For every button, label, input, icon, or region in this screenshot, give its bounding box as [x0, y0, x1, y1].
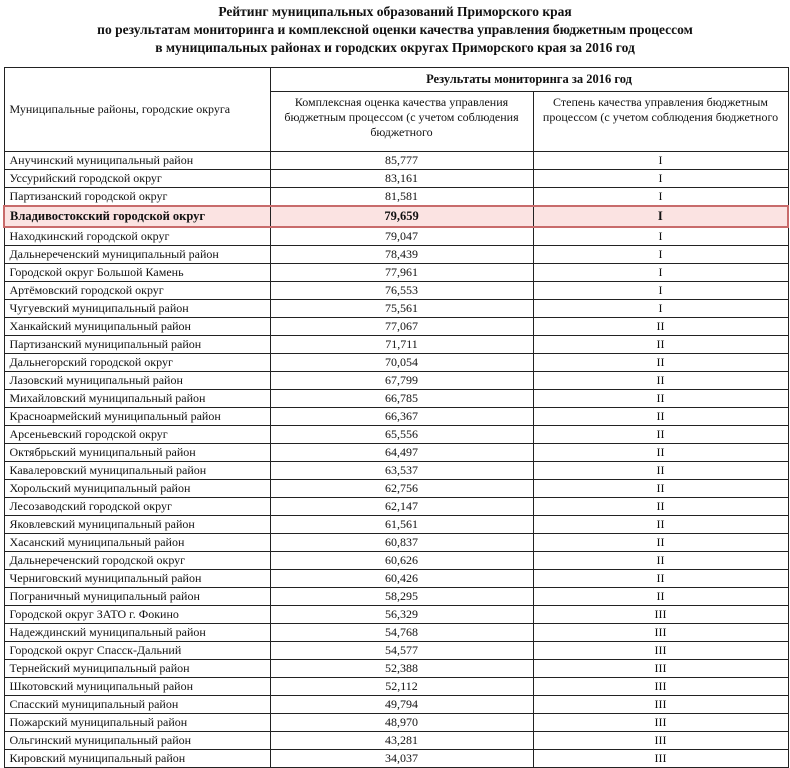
cell-degree: II — [533, 588, 788, 606]
table-row — [4, 624, 788, 642]
cell-score: 58,295 — [270, 588, 533, 606]
cell-name: Находкинский городской округ — [4, 227, 270, 246]
cell-score: 43,281 — [270, 732, 533, 750]
table-row — [4, 570, 788, 588]
cell-score: 76,553 — [270, 282, 533, 300]
column-header-degree: Степень качества управления бюджетным процессом (с учетом соблюдения бюджетного — [533, 92, 788, 152]
cell-name: Хасанский муниципальный район — [4, 534, 270, 552]
cell-score: 77,961 — [270, 264, 533, 282]
cell-name: Надеждинский муниципальный район — [4, 624, 270, 642]
cell-score: 62,147 — [270, 498, 533, 516]
cell-name: Октябрьский муниципальный район — [4, 444, 270, 462]
table-row — [4, 462, 788, 480]
cell-score: 83,161 — [270, 170, 533, 188]
table-row — [4, 678, 788, 696]
cell-name: Чугуевский муниципальный район — [4, 300, 270, 318]
cell-name: Тернейский муниципальный район — [4, 660, 270, 678]
cell-degree: I — [533, 282, 788, 300]
cell-degree: I — [533, 152, 788, 170]
cell-name: Дальнегорский городской округ — [4, 354, 270, 372]
cell-degree: III — [533, 714, 788, 732]
cell-degree: I — [533, 206, 788, 227]
cell-name: Лазовский муниципальный район — [4, 372, 270, 390]
cell-name: Арсеньевский городской округ — [4, 426, 270, 444]
table-row — [4, 390, 788, 408]
cell-degree: II — [533, 444, 788, 462]
table-row — [4, 534, 788, 552]
cell-name: Кировский муниципальный район — [4, 750, 270, 768]
cell-degree: II — [533, 480, 788, 498]
table-row — [4, 246, 788, 264]
table-row — [4, 170, 788, 188]
cell-score: 34,037 — [270, 750, 533, 768]
table-row — [4, 300, 788, 318]
cell-degree: I — [533, 188, 788, 207]
cell-score: 77,067 — [270, 318, 533, 336]
cell-name: Михайловский муниципальный район — [4, 390, 270, 408]
cell-degree: I — [533, 170, 788, 188]
cell-name: Пожарский муниципальный район — [4, 714, 270, 732]
cell-degree: II — [533, 462, 788, 480]
cell-score: 81,581 — [270, 188, 533, 207]
table-row — [4, 498, 788, 516]
cell-degree: II — [533, 390, 788, 408]
document-title — [0, 0, 790, 57]
table-row — [4, 444, 788, 462]
cell-name: Городской округ Спасск-Дальний — [4, 642, 270, 660]
results-header: Результаты мониторинга за 2016 год — [270, 68, 788, 92]
cell-name: Уссурийский городской округ — [4, 170, 270, 188]
cell-name: Партизанский городской округ — [4, 188, 270, 207]
column-header-name: Муниципальные районы, городские округа — [4, 68, 270, 152]
cell-score: 63,537 — [270, 462, 533, 480]
table-row — [4, 318, 788, 336]
table-body — [4, 152, 788, 768]
cell-score: 75,561 — [270, 300, 533, 318]
cell-name: Партизанский муниципальный район — [4, 336, 270, 354]
cell-score: 79,659 — [270, 206, 533, 227]
cell-degree: II — [533, 498, 788, 516]
cell-score: 60,837 — [270, 534, 533, 552]
cell-degree: II — [533, 534, 788, 552]
table-row — [4, 336, 788, 354]
cell-score: 54,577 — [270, 642, 533, 660]
cell-name: Пограничный муниципальный район — [4, 588, 270, 606]
cell-score: 62,756 — [270, 480, 533, 498]
cell-score: 66,785 — [270, 390, 533, 408]
cell-name: Дальнереченский городской округ — [4, 552, 270, 570]
cell-degree: I — [533, 264, 788, 282]
title-line-1: Рейтинг муниципальных образований Приморского края — [218, 4, 572, 19]
cell-degree: III — [533, 696, 788, 714]
table-row — [4, 714, 788, 732]
cell-degree: III — [533, 606, 788, 624]
rating-table — [3, 67, 789, 768]
cell-degree: II — [533, 336, 788, 354]
table-row — [4, 372, 788, 390]
cell-degree: II — [533, 426, 788, 444]
cell-score: 78,439 — [270, 246, 533, 264]
cell-degree: II — [533, 516, 788, 534]
cell-degree: III — [533, 624, 788, 642]
cell-name: Лесозаводский городской округ — [4, 498, 270, 516]
cell-score: 65,556 — [270, 426, 533, 444]
cell-degree: III — [533, 642, 788, 660]
cell-degree: I — [533, 246, 788, 264]
title-line-2: по результатам мониторинга и комплексной оценки качества управления бюджетным процессом — [97, 22, 693, 37]
cell-name: Хорольский муниципальный район — [4, 480, 270, 498]
cell-score: 56,329 — [270, 606, 533, 624]
cell-degree: III — [533, 678, 788, 696]
cell-name: Городской округ ЗАТО г. Фокино — [4, 606, 270, 624]
table-row — [4, 152, 788, 170]
table-row — [4, 227, 788, 246]
cell-score: 79,047 — [270, 227, 533, 246]
cell-score: 54,768 — [270, 624, 533, 642]
cell-score: 64,497 — [270, 444, 533, 462]
cell-score: 67,799 — [270, 372, 533, 390]
table-row — [4, 660, 788, 678]
cell-name: Анучинский муниципальный район — [4, 152, 270, 170]
cell-score: 71,711 — [270, 336, 533, 354]
table-row — [4, 552, 788, 570]
cell-score: 60,426 — [270, 570, 533, 588]
cell-score: 70,054 — [270, 354, 533, 372]
table-row — [4, 732, 788, 750]
cell-score: 66,367 — [270, 408, 533, 426]
cell-degree: II — [533, 570, 788, 588]
table-row — [4, 408, 788, 426]
table-row — [4, 264, 788, 282]
cell-name: Яковлевский муниципальный район — [4, 516, 270, 534]
cell-name: Владивостокский городской округ — [4, 206, 270, 227]
table-row — [4, 206, 788, 227]
table-row — [4, 588, 788, 606]
cell-name: Дальнереченский муниципальный район — [4, 246, 270, 264]
column-header-score: Комплексная оценка качества управления бюджетным процессом (с учетом соблюдения бюджетного — [270, 92, 533, 152]
cell-degree: I — [533, 300, 788, 318]
cell-score: 52,112 — [270, 678, 533, 696]
cell-degree: I — [533, 227, 788, 246]
cell-degree: III — [533, 660, 788, 678]
cell-degree: II — [533, 552, 788, 570]
cell-degree: III — [533, 750, 788, 768]
cell-score: 49,794 — [270, 696, 533, 714]
cell-name: Кавалеровский муниципальный район — [4, 462, 270, 480]
cell-name: Городской округ Большой Камень — [4, 264, 270, 282]
table-row — [4, 188, 788, 207]
cell-score: 60,626 — [270, 552, 533, 570]
cell-score: 85,777 — [270, 152, 533, 170]
table-row — [4, 642, 788, 660]
cell-name: Красноармейский муниципальный район — [4, 408, 270, 426]
cell-degree: III — [533, 732, 788, 750]
table-row — [4, 480, 788, 498]
cell-degree: II — [533, 354, 788, 372]
title-line-3: в муниципальных районах и городских округах Приморского края за 2016 год — [155, 40, 635, 55]
cell-score: 61,561 — [270, 516, 533, 534]
cell-score: 52,388 — [270, 660, 533, 678]
cell-degree: II — [533, 372, 788, 390]
cell-name: Артёмовский городской округ — [4, 282, 270, 300]
table-row — [4, 606, 788, 624]
table-row — [4, 696, 788, 714]
cell-degree: II — [533, 408, 788, 426]
table-row — [4, 354, 788, 372]
table-row — [4, 750, 788, 768]
cell-name: Шкотовский муниципальный район — [4, 678, 270, 696]
cell-name: Ольгинский муниципальный район — [4, 732, 270, 750]
cell-degree: II — [533, 318, 788, 336]
cell-name: Черниговский муниципальный район — [4, 570, 270, 588]
table-row — [4, 426, 788, 444]
cell-name: Спасский муниципальный район — [4, 696, 270, 714]
table-row — [4, 282, 788, 300]
cell-score: 48,970 — [270, 714, 533, 732]
cell-name: Ханкайский муниципальный район — [4, 318, 270, 336]
table-row — [4, 516, 788, 534]
